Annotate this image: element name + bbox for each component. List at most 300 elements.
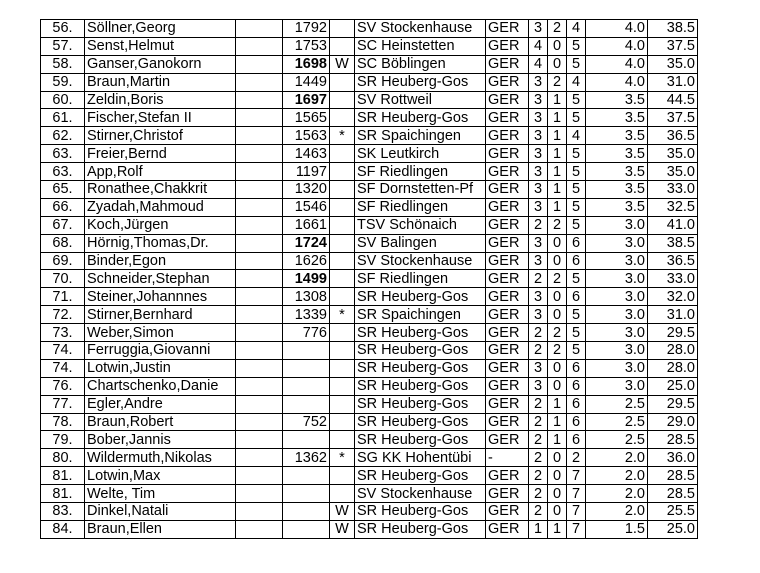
wins-cell: 3 [529,73,548,91]
losses-cell: 5 [567,216,586,234]
wins-cell: 3 [529,127,548,145]
draws-cell: 1 [548,431,567,449]
club-cell: SR Spaichingen [355,306,486,324]
losses-cell: 4 [567,127,586,145]
federation-cell: GER [486,503,529,521]
federation-cell: GER [486,181,529,199]
rating-cell: 1626 [283,252,330,270]
wins-cell: 3 [529,109,548,127]
federation-cell: GER [486,342,529,360]
flag-cell [330,270,355,288]
table-row [41,431,698,449]
rating-cell: 1362 [283,449,330,467]
rank-cell: 74. [41,359,85,377]
table-row [41,288,698,306]
flag-cell [330,413,355,431]
blank-cell [236,413,283,431]
blank-cell [236,449,283,467]
wins-cell: 2 [529,485,548,503]
rank-cell: 70. [41,270,85,288]
rating-cell: 1449 [283,73,330,91]
rating-cell: 1661 [283,216,330,234]
draws-cell: 2 [548,20,567,38]
wins-cell: 3 [529,234,548,252]
blank-cell [236,252,283,270]
player-name-cell: Schneider,Stephan [85,270,236,288]
rating-cell: 1197 [283,163,330,181]
tiebreak-cell: 35.0 [648,55,698,73]
points-cell: 3.0 [586,306,648,324]
wins-cell: 3 [529,306,548,324]
club-cell: TSV Schönaich [355,216,486,234]
draws-cell: 0 [548,306,567,324]
losses-cell: 5 [567,55,586,73]
flag-cell [330,73,355,91]
points-cell: 2.0 [586,467,648,485]
club-cell: SV Balingen [355,234,486,252]
rating-cell [283,467,330,485]
rank-cell: 73. [41,324,85,342]
federation-cell: GER [486,252,529,270]
points-cell: 3.5 [586,91,648,109]
flag-cell [330,216,355,234]
flag-cell [330,234,355,252]
draws-cell: 2 [548,342,567,360]
points-cell: 3.0 [586,377,648,395]
rating-cell [283,520,330,538]
table-row [41,109,698,127]
draws-cell: 2 [548,324,567,342]
club-cell: SF Riedlingen [355,163,486,181]
flag-cell: W [330,503,355,521]
rank-cell: 57. [41,37,85,55]
blank-cell [236,37,283,55]
flag-cell [330,467,355,485]
draws-cell: 1 [548,145,567,163]
blank-cell [236,520,283,538]
player-name-cell: Bober,Jannis [85,431,236,449]
flag-cell: * [330,127,355,145]
losses-cell: 7 [567,520,586,538]
federation-cell: GER [486,198,529,216]
losses-cell: 5 [567,198,586,216]
blank-cell [236,485,283,503]
table-row [41,234,698,252]
tiebreak-cell: 33.0 [648,270,698,288]
draws-cell: 0 [548,467,567,485]
federation-cell: GER [486,324,529,342]
table-row [41,306,698,324]
wins-cell: 2 [529,503,548,521]
table-row [41,503,698,521]
points-cell: 4.0 [586,55,648,73]
points-cell: 3.0 [586,288,648,306]
draws-cell: 0 [548,37,567,55]
federation-cell: GER [486,485,529,503]
rank-cell: 83. [41,503,85,521]
draws-cell: 0 [548,359,567,377]
losses-cell: 2 [567,449,586,467]
club-cell: SF Riedlingen [355,198,486,216]
table-row [41,127,698,145]
points-cell: 3.5 [586,127,648,145]
club-cell: SR Heuberg-Gos [355,324,486,342]
flag-cell [330,109,355,127]
points-cell: 2.0 [586,485,648,503]
rank-cell: 81. [41,485,85,503]
points-cell: 3.5 [586,181,648,199]
tiebreak-cell: 28.5 [648,467,698,485]
club-cell: SR Heuberg-Gos [355,73,486,91]
player-name-cell: App,Rolf [85,163,236,181]
table-row [41,377,698,395]
tiebreak-cell: 29.5 [648,324,698,342]
rating-cell: 1339 [283,306,330,324]
player-name-cell: Braun,Martin [85,73,236,91]
tiebreak-cell: 28.5 [648,431,698,449]
points-cell: 3.0 [586,216,648,234]
rank-cell: 60. [41,91,85,109]
points-cell: 2.0 [586,449,648,467]
standings-table [40,19,698,539]
blank-cell [236,127,283,145]
tiebreak-cell: 32.5 [648,198,698,216]
losses-cell: 5 [567,91,586,109]
blank-cell [236,145,283,163]
blank-cell [236,234,283,252]
player-name-cell: Lotwin,Justin [85,359,236,377]
player-name-cell: Ganser,Ganokorn [85,55,236,73]
losses-cell: 5 [567,270,586,288]
club-cell: SR Heuberg-Gos [355,503,486,521]
player-name-cell: Söllner,Georg [85,20,236,38]
rank-cell: 77. [41,395,85,413]
table-row [41,467,698,485]
points-cell: 4.0 [586,20,648,38]
draws-cell: 1 [548,163,567,181]
wins-cell: 2 [529,270,548,288]
rank-cell: 79. [41,431,85,449]
tiebreak-cell: 29.5 [648,395,698,413]
club-cell: SV Stockenhause [355,252,486,270]
blank-cell [236,73,283,91]
points-cell: 1.5 [586,520,648,538]
federation-cell: GER [486,270,529,288]
losses-cell: 6 [567,234,586,252]
federation-cell: GER [486,467,529,485]
federation-cell: GER [486,145,529,163]
tiebreak-cell: 28.0 [648,342,698,360]
player-name-cell: Zyadah,Mahmoud [85,198,236,216]
blank-cell [236,163,283,181]
draws-cell: 0 [548,288,567,306]
losses-cell: 6 [567,395,586,413]
federation-cell: GER [486,163,529,181]
club-cell: SR Heuberg-Gos [355,395,486,413]
rank-cell: 72. [41,306,85,324]
draws-cell: 0 [548,234,567,252]
tiebreak-cell: 38.5 [648,234,698,252]
draws-cell: 1 [548,181,567,199]
wins-cell: 3 [529,163,548,181]
federation-cell: GER [486,37,529,55]
federation-cell: GER [486,395,529,413]
club-cell: SR Heuberg-Gos [355,359,486,377]
points-cell: 3.5 [586,198,648,216]
blank-cell [236,109,283,127]
club-cell: SV Stockenhause [355,485,486,503]
rank-cell: 80. [41,449,85,467]
losses-cell: 5 [567,306,586,324]
rating-cell: 752 [283,413,330,431]
federation-cell: GER [486,377,529,395]
flag-cell: W [330,520,355,538]
wins-cell: 2 [529,324,548,342]
rating-cell [283,485,330,503]
losses-cell: 5 [567,163,586,181]
rank-cell: 63. [41,163,85,181]
rating-cell: 1724 [283,234,330,252]
federation-cell: GER [486,20,529,38]
points-cell: 3.0 [586,252,648,270]
blank-cell [236,198,283,216]
blank-cell [236,431,283,449]
rank-cell: 81. [41,467,85,485]
federation-cell: GER [486,91,529,109]
rating-cell [283,503,330,521]
club-cell: SR Heuberg-Gos [355,109,486,127]
wins-cell: 3 [529,91,548,109]
player-name-cell: Ronathee,Chakkrit [85,181,236,199]
federation-cell: GER [486,359,529,377]
draws-cell: 2 [548,216,567,234]
club-cell: SR Heuberg-Gos [355,467,486,485]
player-name-cell: Hörnig,Thomas,Dr. [85,234,236,252]
points-cell: 3.0 [586,270,648,288]
points-cell: 3.0 [586,234,648,252]
table-row [41,163,698,181]
rank-cell: 62. [41,127,85,145]
tiebreak-cell: 29.0 [648,413,698,431]
federation-cell: GER [486,413,529,431]
tiebreak-cell: 37.5 [648,37,698,55]
tiebreak-cell: 25.0 [648,520,698,538]
federation-cell: GER [486,127,529,145]
flag-cell: W [330,55,355,73]
flag-cell [330,91,355,109]
draws-cell: 0 [548,55,567,73]
table-row [41,20,698,38]
rating-cell: 1565 [283,109,330,127]
losses-cell: 5 [567,342,586,360]
rank-cell: 58. [41,55,85,73]
federation-cell: GER [486,216,529,234]
draws-cell: 2 [548,73,567,91]
club-cell: SV Stockenhause [355,20,486,38]
table-row [41,324,698,342]
losses-cell: 6 [567,252,586,270]
table-row [41,198,698,216]
draws-cell: 0 [548,252,567,270]
rank-cell: 65. [41,181,85,199]
club-cell: SR Heuberg-Gos [355,431,486,449]
rating-cell: 1792 [283,20,330,38]
rating-cell [283,377,330,395]
rating-cell: 1546 [283,198,330,216]
rank-cell: 69. [41,252,85,270]
points-cell: 2.5 [586,413,648,431]
blank-cell [236,377,283,395]
club-cell: SR Heuberg-Gos [355,413,486,431]
rank-cell: 74. [41,342,85,360]
player-name-cell: Binder,Egon [85,252,236,270]
tiebreak-cell: 38.5 [648,20,698,38]
losses-cell: 4 [567,73,586,91]
draws-cell: 0 [548,377,567,395]
tiebreak-cell: 25.5 [648,503,698,521]
table-row [41,73,698,91]
points-cell: 3.5 [586,163,648,181]
tiebreak-cell: 31.0 [648,73,698,91]
table-row [41,55,698,73]
tiebreak-cell: 33.0 [648,181,698,199]
blank-cell [236,503,283,521]
wins-cell: 1 [529,520,548,538]
player-name-cell: Fischer,Stefan II [85,109,236,127]
losses-cell: 6 [567,413,586,431]
points-cell: 4.0 [586,37,648,55]
wins-cell: 2 [529,431,548,449]
points-cell: 3.0 [586,324,648,342]
flag-cell: * [330,449,355,467]
federation-cell: GER [486,73,529,91]
blank-cell [236,270,283,288]
wins-cell: 2 [529,449,548,467]
losses-cell: 5 [567,324,586,342]
tiebreak-cell: 41.0 [648,216,698,234]
blank-cell [236,467,283,485]
points-cell: 3.5 [586,145,648,163]
club-cell: SF Riedlingen [355,270,486,288]
club-cell: SC Heinstetten [355,37,486,55]
table-row [41,449,698,467]
losses-cell: 6 [567,288,586,306]
player-name-cell: Braun,Robert [85,413,236,431]
losses-cell: 4 [567,20,586,38]
wins-cell: 2 [529,467,548,485]
blank-cell [236,288,283,306]
blank-cell [236,91,283,109]
draws-cell: 1 [548,198,567,216]
tiebreak-cell: 36.0 [648,449,698,467]
rank-cell: 71. [41,288,85,306]
wins-cell: 2 [529,216,548,234]
blank-cell [236,55,283,73]
tiebreak-cell: 35.0 [648,163,698,181]
rating-cell [283,359,330,377]
rank-cell: 67. [41,216,85,234]
club-cell: SR Heuberg-Gos [355,377,486,395]
flag-cell [330,163,355,181]
rank-cell: 63. [41,145,85,163]
blank-cell [236,216,283,234]
player-name-cell: Egler,Andre [85,395,236,413]
draws-cell: 0 [548,449,567,467]
losses-cell: 6 [567,431,586,449]
blank-cell [236,20,283,38]
blank-cell [236,306,283,324]
club-cell: SV Rottweil [355,91,486,109]
table-row [41,91,698,109]
tiebreak-cell: 25.0 [648,377,698,395]
club-cell: SK Leutkirch [355,145,486,163]
points-cell: 3.0 [586,359,648,377]
table-row [41,485,698,503]
wins-cell: 2 [529,342,548,360]
wins-cell: 3 [529,145,548,163]
rating-cell: 1463 [283,145,330,163]
table-row [41,270,698,288]
flag-cell [330,342,355,360]
points-cell: 2.5 [586,395,648,413]
flag-cell [330,288,355,306]
player-name-cell: Koch,Jürgen [85,216,236,234]
tiebreak-cell: 36.5 [648,127,698,145]
losses-cell: 7 [567,503,586,521]
flag-cell [330,485,355,503]
tiebreak-cell: 31.0 [648,306,698,324]
table-row [41,37,698,55]
rank-cell: 76. [41,377,85,395]
wins-cell: 2 [529,395,548,413]
rank-cell: 84. [41,520,85,538]
club-cell: SF Dornstetten-Pf [355,181,486,199]
rank-cell: 68. [41,234,85,252]
flag-cell [330,395,355,413]
table-row [41,252,698,270]
flag-cell [330,37,355,55]
rating-cell: 776 [283,324,330,342]
tiebreak-cell: 44.5 [648,91,698,109]
blank-cell [236,324,283,342]
player-name-cell: Weber,Simon [85,324,236,342]
flag-cell [330,324,355,342]
draws-cell: 1 [548,520,567,538]
club-cell: SC Böblingen [355,55,486,73]
rating-cell [283,431,330,449]
losses-cell: 7 [567,467,586,485]
player-name-cell: Zeldin,Boris [85,91,236,109]
wins-cell: 2 [529,413,548,431]
player-name-cell: Braun,Ellen [85,520,236,538]
flag-cell [330,198,355,216]
table-row [41,181,698,199]
wins-cell: 3 [529,377,548,395]
player-name-cell: Welte, Tim [85,485,236,503]
player-name-cell: Steiner,Johannnes [85,288,236,306]
tiebreak-cell: 32.0 [648,288,698,306]
rank-cell: 56. [41,20,85,38]
rating-cell: 1753 [283,37,330,55]
points-cell: 3.5 [586,109,648,127]
tiebreak-cell: 28.5 [648,485,698,503]
losses-cell: 7 [567,485,586,503]
flag-cell [330,431,355,449]
draws-cell: 0 [548,485,567,503]
blank-cell [236,181,283,199]
draws-cell: 1 [548,91,567,109]
draws-cell: 1 [548,413,567,431]
